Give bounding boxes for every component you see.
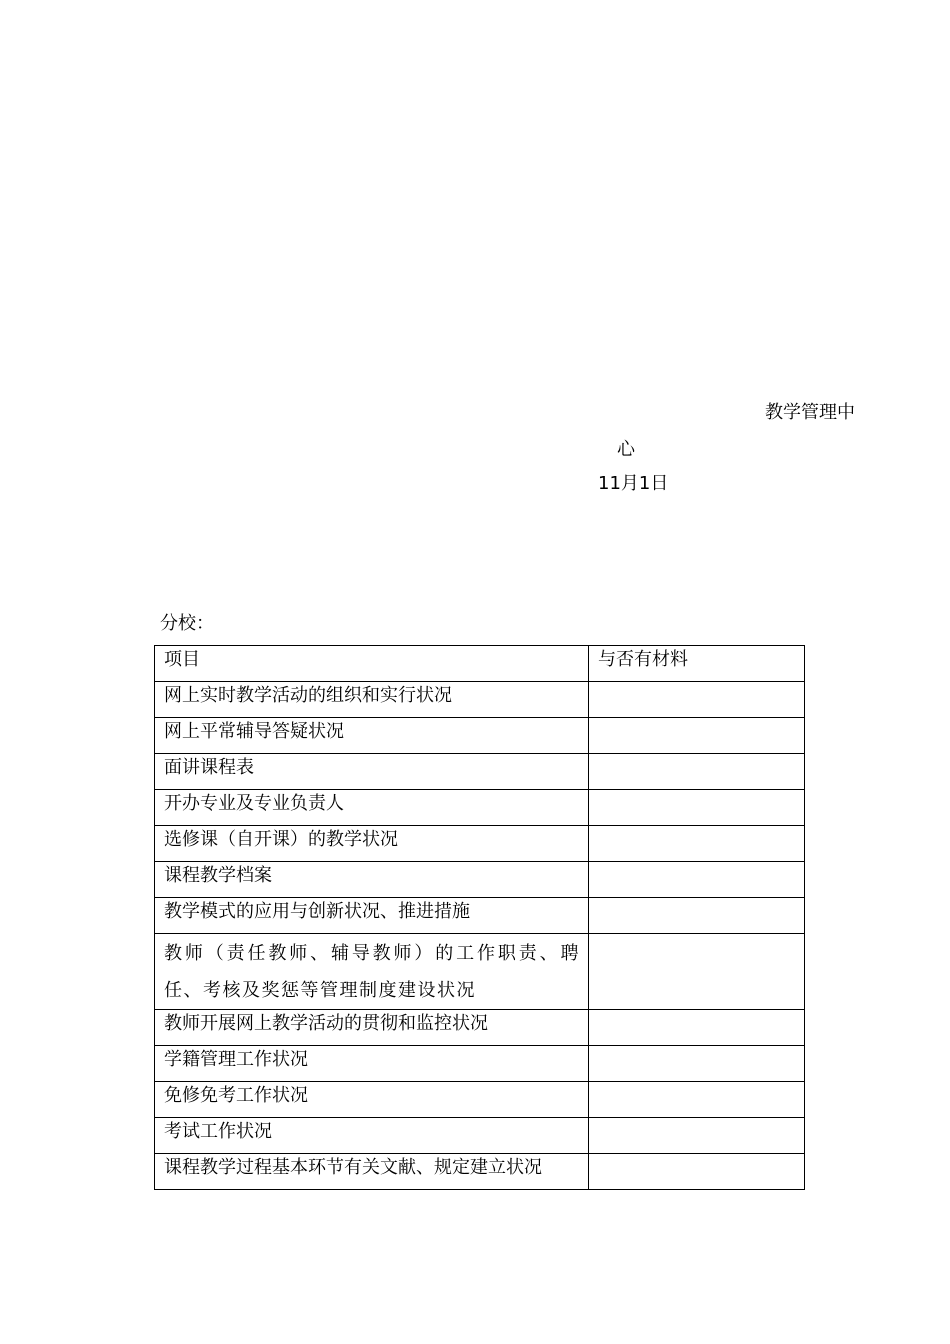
item-cell (155, 862, 589, 898)
table-row (155, 862, 805, 898)
table-row (155, 1046, 805, 1082)
table-row (155, 826, 805, 862)
table-row (155, 754, 805, 790)
materials-cell[interactable] (589, 862, 805, 898)
table-row (155, 718, 805, 754)
item-cell (155, 1010, 589, 1046)
item-label: 学籍管理工作状况 (164, 1049, 308, 1070)
table-row (155, 1010, 805, 1046)
materials-cell[interactable] (589, 1082, 805, 1118)
materials-cell[interactable] (589, 1046, 805, 1082)
table-header-row (155, 646, 805, 682)
item-cell (155, 1118, 589, 1154)
item-label: 网上平常辅导答疑状况 (164, 721, 344, 742)
materials-value (598, 1010, 796, 1011)
materials-cell[interactable] (589, 898, 805, 934)
signature-org-line2: 心 (617, 439, 635, 460)
table-row (155, 790, 805, 826)
table-row (155, 934, 805, 1010)
materials-value (598, 682, 796, 683)
item-cell (155, 1082, 589, 1118)
materials-cell[interactable] (589, 826, 805, 862)
materials-value (598, 1154, 796, 1155)
materials-value (598, 898, 796, 899)
item-label: 教师开展网上教学活动的贯彻和监控状况 (164, 1013, 488, 1034)
item-label: 教学模式的应用与创新状况、推进措施 (164, 901, 470, 922)
signature-date: 11月1日 (598, 473, 669, 494)
materials-cell[interactable] (589, 934, 805, 1010)
materials-value (598, 826, 796, 827)
materials-value (598, 754, 796, 755)
header-item-label: 项目 (164, 649, 200, 670)
item-label: 面讲课程表 (164, 757, 254, 778)
item-label: 免修免考工作状况 (164, 1085, 308, 1106)
item-label: 开办专业及专业负责人 (164, 793, 344, 814)
materials-cell[interactable] (589, 1154, 805, 1190)
item-label: 课程教学档案 (164, 865, 272, 886)
materials-value (598, 862, 796, 863)
table-row (155, 1082, 805, 1118)
materials-value (598, 934, 796, 935)
materials-value (598, 790, 796, 791)
table-row (155, 1118, 805, 1154)
materials-cell[interactable] (589, 682, 805, 718)
branch-label: 分校： (160, 613, 214, 634)
item-cell (155, 682, 589, 718)
item-cell (155, 790, 589, 826)
materials-checklist-table (154, 645, 805, 1190)
item-label: 考试工作状况 (164, 1121, 272, 1142)
header-materials-cell (589, 646, 805, 682)
item-cell (155, 934, 589, 1010)
item-cell (155, 754, 589, 790)
materials-value (598, 1046, 796, 1047)
header-item-cell (155, 646, 589, 682)
item-cell (155, 718, 589, 754)
item-label: 网上实时教学活动的组织和实行状况 (164, 685, 452, 706)
materials-value (598, 1118, 796, 1119)
table-row (155, 682, 805, 718)
item-cell (155, 1154, 589, 1190)
materials-value (598, 718, 796, 719)
item-cell (155, 1046, 589, 1082)
item-cell (155, 826, 589, 862)
item-label: 教师（责任教师、辅导教师）的工作职责、聘任、考核及奖惩等管理制度建设状况 (164, 943, 580, 1001)
table-row (155, 1154, 805, 1190)
materials-cell[interactable] (589, 1010, 805, 1046)
table-row (155, 898, 805, 934)
materials-value (598, 1082, 796, 1083)
item-label: 选修课（自开课）的教学状况 (164, 829, 398, 850)
header-materials-label: 与否有材料 (598, 649, 688, 670)
item-cell (155, 898, 589, 934)
item-label: 课程教学过程基本环节有关文献、规定建立状况 (164, 1157, 542, 1178)
signature-org-line1: 教学管理中 (765, 402, 855, 423)
materials-cell[interactable] (589, 754, 805, 790)
materials-cell[interactable] (589, 1118, 805, 1154)
materials-cell[interactable] (589, 718, 805, 754)
materials-cell[interactable] (589, 790, 805, 826)
